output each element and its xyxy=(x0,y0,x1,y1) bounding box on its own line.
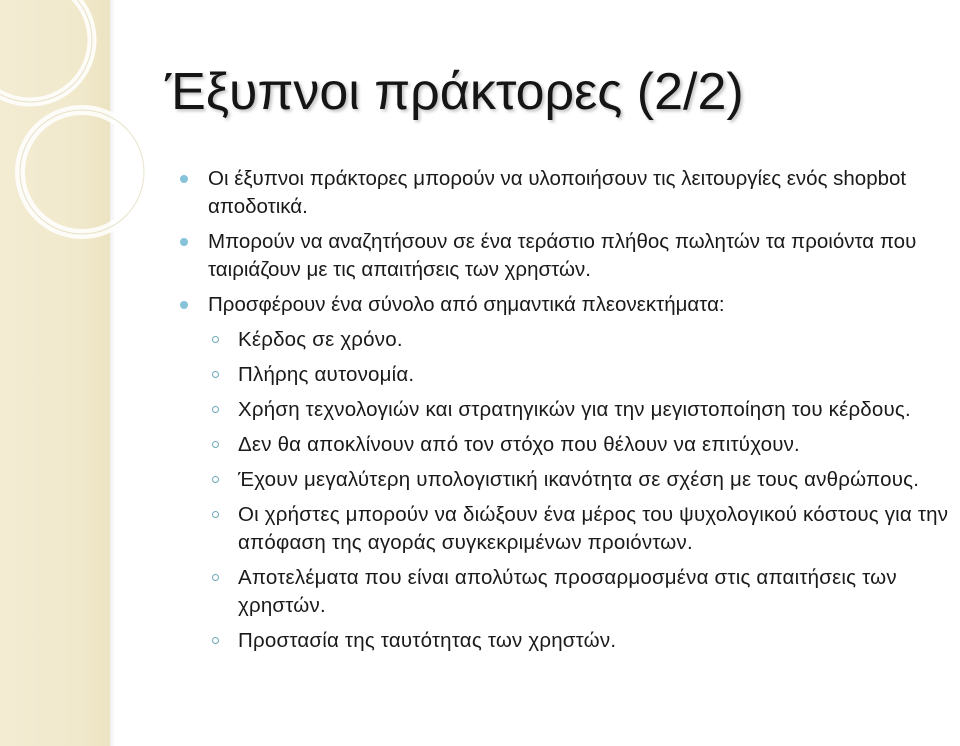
bullet-item xyxy=(180,291,960,319)
sub-bullet-item xyxy=(180,501,960,557)
sub-bullet-item xyxy=(180,564,960,620)
sub-bullet-item xyxy=(180,361,960,389)
sub-bullet-item xyxy=(180,326,960,354)
bullet-dot-icon xyxy=(180,301,188,309)
sub-bullet-text: Αποτελέματα που είναι απολύτως προσαρμοσμένα στις απαιτήσεις των χρηστών. xyxy=(238,566,897,617)
sub-bullet-text: Δεν θα αποκλίνουν από τον στόχο που θέλουν να επιτύχουν. xyxy=(238,433,800,456)
bullet-item xyxy=(180,228,960,284)
slide-content xyxy=(180,165,960,662)
sub-bullet-text: Χρήση τεχνολογιών και στρατηγικών για την μεγιστοποίηση του κέρδους. xyxy=(238,398,911,421)
sub-bullet-text: Οι χρήστες μπορούν να διώξουν ένα μέρος του ψυχολογικού κόστους για την απόφαση της αγοράς συγκεκριμένων προιόντων. xyxy=(238,503,949,554)
bullet-item xyxy=(180,165,960,221)
sub-bullet-item xyxy=(180,627,960,655)
sub-bullet-text: Κέρδος σε χρόνο. xyxy=(238,328,403,351)
bullet-ring-icon xyxy=(212,371,219,378)
bullet-ring-icon xyxy=(212,406,219,413)
sub-bullet-text: Έχουν μεγαλύτερη υπολογιστική ικανότητα σε σχέση με τους ανθρώπους. xyxy=(238,468,920,491)
sub-bullet-item xyxy=(180,396,960,424)
bullet-text: Οι έξυπνοι πράκτορες μπορούν να υλοποιήσουν τις λειτουργίες ενός shopbot αποδοτικά. xyxy=(208,167,907,218)
bullet-ring-icon xyxy=(212,476,219,483)
sub-bullet-text: Προστασία της ταυτότητας των χρηστών. xyxy=(238,629,617,652)
bullet-ring-icon xyxy=(212,336,219,343)
bullet-ring-icon xyxy=(212,441,219,448)
bullet-ring-icon xyxy=(212,574,219,581)
bullet-dot-icon xyxy=(180,238,188,246)
slide-title: Έξυπνοι πράκτορες (2/2) xyxy=(165,63,744,121)
bullet-dot-icon xyxy=(180,175,188,183)
bullet-ring-icon xyxy=(212,637,219,644)
bullet-text: Μπορούν να αναζητήσουν σε ένα τεράστιο πλήθος πωλητών τα προιόντα που ταιριάζουν με τις απαιτήσεις των χρηστών. xyxy=(208,230,917,281)
sub-bullet-item xyxy=(180,431,960,459)
bullet-text: Προσφέρουν ένα σύνολο από σημαντικά πλεονεκτήματα: xyxy=(208,293,725,316)
sub-bullet-item xyxy=(180,466,960,494)
sub-bullet-text: Πλήρης αυτονομία. xyxy=(238,363,415,386)
bullet-ring-icon xyxy=(212,511,219,518)
